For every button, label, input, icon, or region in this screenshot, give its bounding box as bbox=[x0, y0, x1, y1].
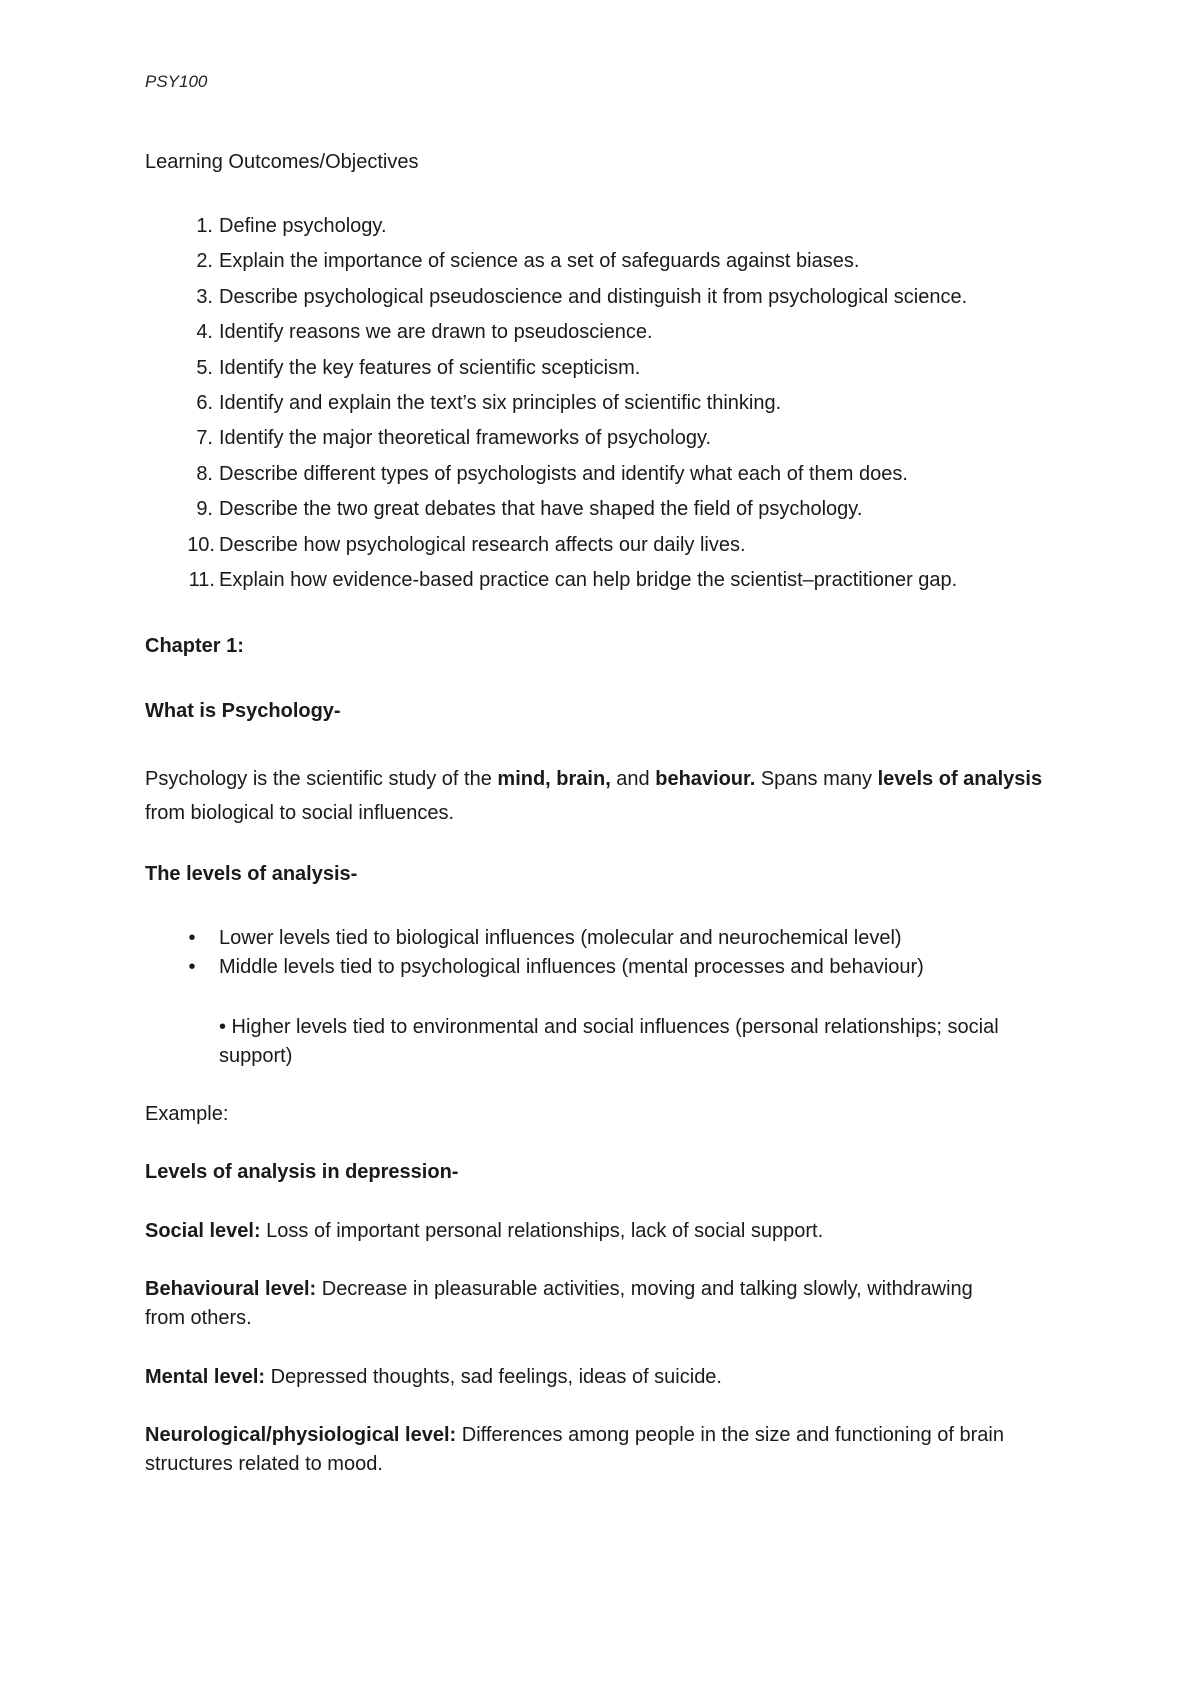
list-number: 8. bbox=[196, 462, 213, 485]
list-text: Explain the importance of science as a set of safeguards against biases. bbox=[219, 250, 860, 273]
list-number: 2. bbox=[196, 250, 213, 273]
level-label: Neurological/physiological level: bbox=[145, 1424, 457, 1446]
definition-text: Spans many bbox=[755, 768, 878, 790]
list-text: Lower levels tied to biological influences (molecular and neurochemical level) bbox=[219, 927, 902, 949]
list-item bbox=[145, 924, 1085, 953]
list-text: Identify and explain the text’s six principles of scientific thinking. bbox=[219, 392, 782, 415]
example-label: Example: bbox=[145, 1103, 229, 1125]
level-text: Differences among people in the size and functioning of brain structures related to mood. bbox=[145, 1424, 1004, 1475]
definition-text: from biological to social influences. bbox=[145, 802, 455, 824]
definition-text: Psychology is the scientific study of the bbox=[145, 768, 498, 790]
list-item bbox=[145, 315, 1085, 350]
outcomes-title: Learning Outcomes/Objectives bbox=[145, 151, 419, 173]
list-number: 4. bbox=[196, 321, 213, 344]
list-item bbox=[145, 563, 1085, 598]
social-level-paragraph bbox=[145, 1217, 1065, 1246]
list-text: Identify the key features of scientific scepticism. bbox=[219, 356, 641, 379]
definition-paragraph bbox=[145, 762, 1045, 830]
chapter-heading: Chapter 1: bbox=[145, 635, 244, 657]
levels-heading: The levels of analysis- bbox=[145, 863, 358, 885]
list-number: 10. bbox=[187, 533, 215, 556]
list-item bbox=[145, 528, 1085, 563]
list-number: 1. bbox=[196, 215, 213, 237]
list-text: Explain how evidence-based practice can help bridge the scientist–practitioner gap. bbox=[219, 569, 958, 592]
list-text: Define psychology. bbox=[219, 215, 387, 237]
bullet: • bbox=[188, 927, 196, 949]
list-number: 11. bbox=[188, 569, 215, 592]
list-item bbox=[145, 953, 1085, 982]
list-text: Middle levels tied to psychological influences (mental processes and behaviour) bbox=[219, 956, 924, 978]
bullet: • bbox=[188, 956, 196, 978]
list-item bbox=[145, 492, 1085, 527]
level-label: Mental level: bbox=[145, 1366, 266, 1388]
level-label: Social level: bbox=[145, 1220, 261, 1242]
mental-level-paragraph bbox=[145, 1363, 1065, 1392]
list-text: Describe psychological pseudoscience and distinguish it from psychological science. bbox=[219, 285, 968, 308]
list-item bbox=[145, 280, 1085, 315]
list-item bbox=[145, 421, 1085, 456]
levels-list bbox=[145, 924, 1085, 982]
list-number: 9. bbox=[196, 498, 213, 521]
definition-bold: behaviour. bbox=[655, 768, 756, 790]
list-item bbox=[145, 209, 1085, 244]
list-item bbox=[145, 457, 1085, 492]
list-number: 6. bbox=[196, 392, 213, 415]
behavioural-level-paragraph bbox=[145, 1275, 975, 1333]
higher-level-paragraph: • Higher levels tied to environmental and social influences (personal relationships; social support) bbox=[219, 1016, 999, 1067]
depression-heading: Levels of analysis in depression- bbox=[145, 1161, 459, 1183]
level-text: Depressed thoughts, sad feelings, ideas of suicide. bbox=[265, 1366, 722, 1388]
list-number: 7. bbox=[196, 427, 213, 450]
list-text: Identify the major theoretical frameworks of psychology. bbox=[219, 427, 712, 450]
list-number: 3. bbox=[196, 285, 213, 308]
list-text: Describe the two great debates that have shaped the field of psychology. bbox=[219, 498, 863, 521]
definition-bold: levels of analysis bbox=[877, 768, 1043, 790]
outcomes-list bbox=[145, 209, 1085, 598]
level-text: Decrease in pleasurable activities, moving and talking slowly, withdrawing from others. bbox=[145, 1278, 973, 1329]
what-is-heading: What is Psychology- bbox=[145, 700, 341, 722]
list-item bbox=[145, 386, 1085, 421]
list-text: Identify reasons we are drawn to pseudoscience. bbox=[219, 321, 653, 344]
level-text: Loss of important personal relationships, lack of social support. bbox=[260, 1220, 824, 1242]
list-number: 5. bbox=[196, 356, 213, 379]
list-text: Describe how psychological research affects our daily lives. bbox=[219, 533, 746, 556]
definition-text: and bbox=[610, 768, 656, 790]
page-header: PSY100 bbox=[145, 72, 208, 91]
neurological-level-paragraph bbox=[145, 1421, 1045, 1479]
list-item bbox=[145, 351, 1085, 386]
list-item bbox=[145, 244, 1085, 279]
definition-bold: mind, brain, bbox=[497, 768, 611, 790]
level-label: Behavioural level: bbox=[145, 1278, 317, 1300]
list-text: Describe different types of psychologists and identify what each of them does. bbox=[219, 462, 908, 485]
